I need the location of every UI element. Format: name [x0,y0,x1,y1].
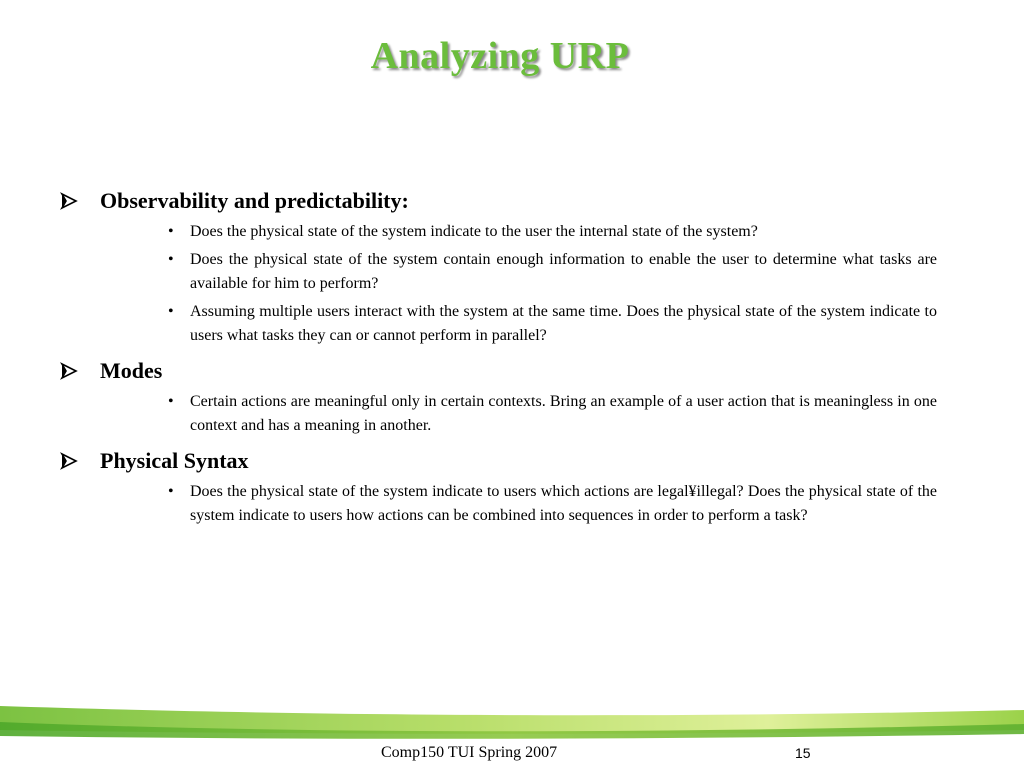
bullet-text: Does the physical state of the system indicate to users which actions are legal¥illegal? Does the physical state of the system indicate to users how actions can be combined into sequences in order to perform a task? [190,483,937,524]
section-heading: Modes [100,358,163,383]
bullet-text: Certain actions are meaningful only in certain contexts. Bring an example of a user action that is meaningless in one context and has a meaning in another. [190,393,937,434]
bullet-list [60,480,937,528]
bullet-text: Does the physical state of the system indicate to the user the internal state of the system? [190,223,758,240]
bullet-dot-icon: • [168,223,174,240]
bullet-dot-icon: • [168,483,174,500]
section-heading-row [60,444,937,478]
section-heading: Observability and predictability: [100,188,409,213]
section-physical-syntax [60,444,937,528]
bullet-list [60,390,937,438]
footer-decorative-band [0,700,1024,740]
arrow-bullet-icon [60,452,100,470]
list-item [168,390,937,438]
bullet-dot-icon: • [168,393,174,410]
bullet-list [60,220,937,348]
bullet-text: Does the physical state of the system contain enough information to enable the user to determine what tasks are available for him to perform? [190,251,937,292]
list-item [168,300,937,348]
section-observability [60,184,937,348]
bullet-dot-icon: • [168,251,174,268]
list-item [168,220,937,244]
bullet-dot-icon: • [168,303,174,320]
footer-text: Comp150 TUI Spring 2007 [381,744,558,761]
page-number: 15 [795,745,811,761]
arrow-bullet-icon [60,192,100,210]
bullet-text: Assuming multiple users interact with the system at the same time. Does the physical state of the system indicate to users what tasks they can or cannot perform in parallel? [190,303,937,344]
section-heading: Physical Syntax [100,448,249,473]
section-heading-row [60,184,937,218]
list-item [168,480,937,528]
arrow-bullet-icon [60,362,100,380]
slide-title: Analyzing URP [370,35,630,77]
section-modes [60,354,937,438]
section-heading-row [60,354,937,388]
list-item [168,248,937,296]
slide-content [60,184,937,534]
